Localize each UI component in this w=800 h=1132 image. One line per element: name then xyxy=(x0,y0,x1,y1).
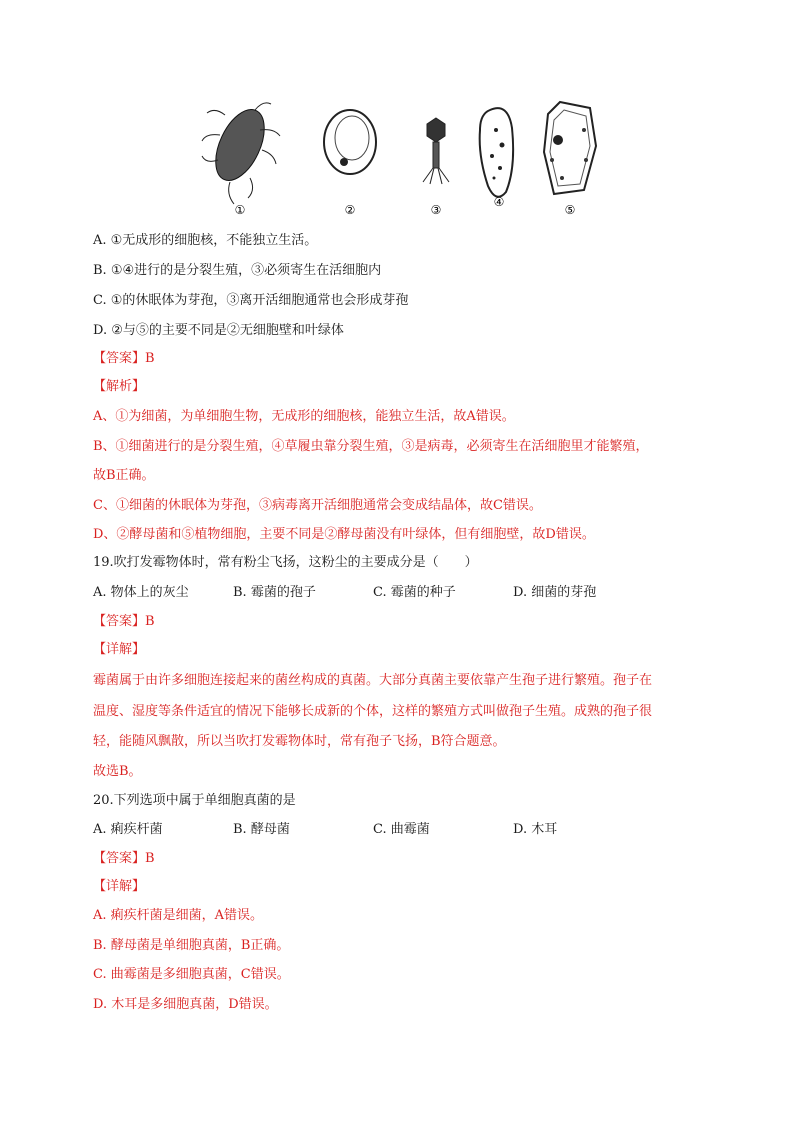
bacterium-drawing xyxy=(202,102,280,204)
figure-label-2: ② xyxy=(344,203,356,217)
q19-stem: 19.吹打发霉物体时，常有粉尘飞扬，这粉尘的主要成分是（ ） xyxy=(93,555,478,570)
q19-detail-line-2: 温度、湿度等条件适宜的情况下能够长成新的个体，这样的繁殖方式叫做孢子生殖。成熟的孢子很 xyxy=(93,704,653,719)
q20-option-d: D. 木耳 xyxy=(513,822,558,837)
paramecium-drawing xyxy=(480,108,513,197)
q20-option-a: A. 痢疾杆菌 xyxy=(93,822,163,837)
q18-option-c: C. ①的休眠体为芽孢，③离开活细胞通常也会形成芽孢 xyxy=(93,293,409,308)
q20-stem: 20.下列选项中属于单细胞真菌的是 xyxy=(93,793,296,808)
yeast-drawing xyxy=(324,110,376,174)
q18-analysis-a: A、①为细菌，为单细胞生物，无成形的细胞核，能独立生活，故A错误。 xyxy=(93,409,515,424)
q18-option-b: B. ①④进行的是分裂生殖，③必须寄生在活细胞内 xyxy=(93,263,382,278)
figure-label-3: ③ xyxy=(430,203,442,217)
q20-detail-c: C. 曲霉菌是多细胞真菌，C错误。 xyxy=(93,967,290,982)
q20-option-b: B. 酵母菌 xyxy=(233,822,290,837)
q20-options xyxy=(93,821,713,839)
q18-analysis-c: C、①细菌的休眠体为芽孢，③病毒离开活细胞通常会变成结晶体，故C错误。 xyxy=(93,498,542,513)
cell-drawings xyxy=(200,90,600,218)
q18-answer: 【答案】B xyxy=(93,351,155,366)
q19-detail-line-1: 霉菌属于由许多细胞连接起来的菌丝构成的真菌。大部分真菌主要依靠产生孢子进行繁殖。孢子在 xyxy=(93,673,653,688)
figure-label-1: ① xyxy=(234,203,246,217)
q18-option-d: D. ②与⑤的主要不同是②无细胞壁和叶绿体 xyxy=(93,323,344,338)
plant-cell-drawing xyxy=(544,102,596,194)
q19-option-c: C. 霉菌的种子 xyxy=(373,585,456,600)
q19-detail-line-3: 轻，能随风飘散，所以当吹打发霉物体时，常有孢子飞扬，B符合题意。 xyxy=(93,734,506,749)
q20-option-c: C. 曲霉菌 xyxy=(373,822,430,837)
q18-analysis-d: D、②酵母菌和⑤植物细胞，主要不同是②酵母菌没有叶绿体，但有细胞壁，故D错误。 xyxy=(93,527,595,542)
q18-option-a: A. ①无成形的细胞核，不能独立生活。 xyxy=(93,233,318,248)
q18-analysis-b: B、①细菌进行的是分裂生殖，④草履虫靠分裂生殖，③是病毒，必须寄生在活细胞里才能繁殖， xyxy=(93,439,649,454)
q19-option-b: B. 霉菌的孢子 xyxy=(233,585,316,600)
q20-detail-d: D. 木耳是多细胞真菌，D错误。 xyxy=(93,997,278,1012)
q18-analysis-b-cont: 故B正确。 xyxy=(93,468,155,483)
q20-answer: 【答案】B xyxy=(93,851,155,866)
q19-option-a: A. 物体上的灰尘 xyxy=(93,585,189,600)
q19-conclusion: 故选B。 xyxy=(93,764,142,779)
q20-detail-a: A. 痢疾杆菌是细菌，A错误。 xyxy=(93,908,264,923)
q19-detail-label: 【详解】 xyxy=(93,642,146,657)
q19-answer: 【答案】B xyxy=(93,614,155,629)
cell-figure xyxy=(200,90,600,218)
figure-label-5: ⑤ xyxy=(564,203,576,217)
q20-detail-b: B. 酵母菌是单细胞真菌，B正确。 xyxy=(93,938,290,953)
q20-detail-label: 【详解】 xyxy=(93,879,146,894)
virus-drawing xyxy=(423,118,449,184)
q18-analysis-label: 【解析】 xyxy=(93,379,146,394)
q19-option-d: D. 细菌的芽孢 xyxy=(513,585,597,600)
figure-label-4: ④ xyxy=(493,195,505,209)
q19-options xyxy=(93,584,713,602)
